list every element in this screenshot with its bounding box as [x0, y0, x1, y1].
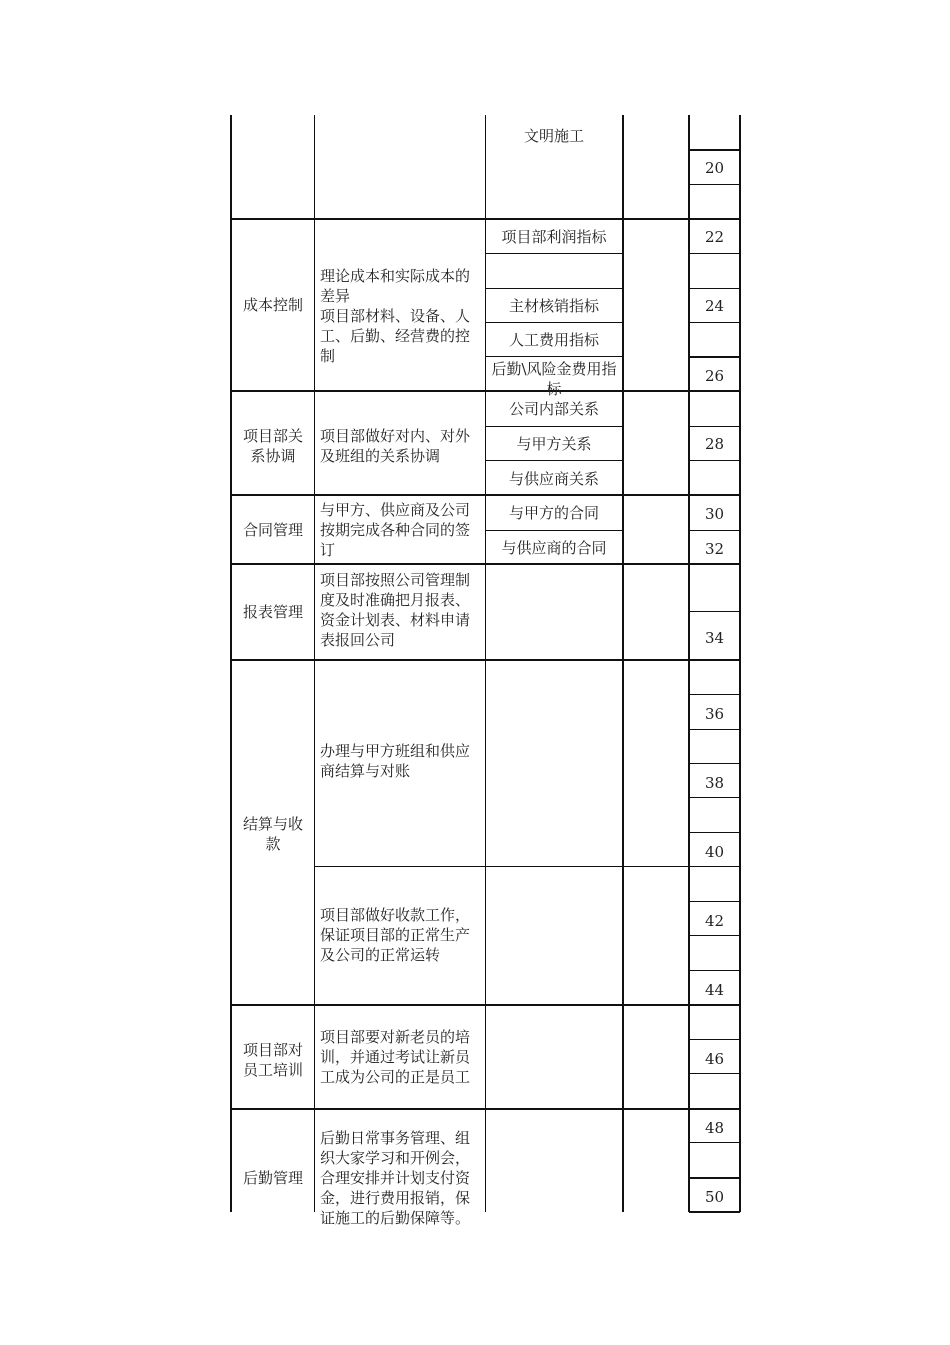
score-cell: 26	[704, 367, 725, 385]
score-cell: 22	[704, 227, 725, 246]
description-cell: 项目部做好对内、对外及班组的关系协调	[320, 427, 471, 465]
score-cell: 32	[704, 540, 725, 558]
indicator-cell: 后勤\风险金费用指标	[491, 360, 617, 398]
category-cell: 结算与收款	[242, 815, 303, 853]
score-cell: 24	[704, 296, 725, 315]
description-cell: 办理与甲方班组和供应商结算与对账	[320, 742, 471, 780]
row-border	[689, 694, 740, 695]
category-cell: 合同管理	[242, 520, 303, 539]
score-cell: 46	[704, 1050, 725, 1068]
indicator-cell: 与供应商的合同	[501, 539, 607, 557]
description-cell: 后勤日常事务管理、组织大家学习和开例会，合理安排并计划支付资金，进行费用报销，保证施工的后勤保障等。	[320, 1129, 471, 1227]
category-cell: 项目部关系协调	[242, 427, 303, 465]
border-right	[739, 115, 741, 1212]
row-border	[689, 1039, 740, 1040]
description-cell: 项目部要对新老员的培训，并通过考试让新员工成为公司的正是员工	[320, 1028, 471, 1086]
score-cell: 34	[704, 629, 725, 647]
row-border	[689, 763, 740, 764]
category-cell: 报表管理	[242, 603, 303, 621]
border-col3	[485, 115, 486, 1212]
section-border	[230, 1108, 741, 1110]
row-border	[689, 611, 740, 612]
score-cell: 40	[704, 843, 725, 861]
score-cell: 42	[704, 912, 725, 930]
border-col4	[622, 115, 624, 1212]
row-border	[689, 460, 740, 461]
indicator-cell: 文明施工	[523, 127, 584, 145]
section-border	[230, 659, 741, 661]
indicator-cell: 与供应商关系	[508, 470, 599, 488]
score-cell: 20	[704, 158, 725, 177]
indicator-cell: 项目部利润指标	[501, 227, 607, 246]
indicator-cell: 与甲方的合同	[508, 504, 599, 522]
category-cell: 项目部对员工培训	[242, 1041, 303, 1079]
description-cell: 项目部做好收款工作，保证项目部的正常生产及公司的正常运转	[320, 906, 471, 964]
description-cell: 项目部按照公司管理制度及时准确把月报表、资金计划表、材料申请表报回公司	[320, 571, 471, 649]
row-border	[689, 184, 740, 185]
row-border	[689, 901, 740, 902]
score-cell: 50	[704, 1188, 725, 1206]
row-border	[689, 832, 740, 833]
category-cell: 后勤管理	[242, 1169, 303, 1187]
indicator-cell: 主材核销指标	[508, 296, 599, 315]
row-border	[485, 356, 623, 357]
score-cell: 38	[704, 774, 725, 792]
score-cell: 28	[704, 434, 725, 453]
score-cell: 44	[704, 981, 725, 999]
row-border	[485, 253, 623, 254]
score-cell: 36	[704, 705, 725, 723]
category-cell: 成本控制	[242, 296, 303, 314]
score-cell: 48	[704, 1119, 725, 1137]
score-cell: 30	[704, 505, 725, 523]
indicator-cell: 人工费用指标	[508, 330, 599, 349]
description-cell: 与甲方、供应商及公司按期完成各种合同的签订	[320, 501, 471, 559]
indicator-cell: 公司内部关系	[508, 400, 599, 418]
row-border	[689, 970, 740, 971]
section-border	[230, 1004, 741, 1006]
row-border	[689, 322, 740, 323]
row-border	[689, 253, 740, 254]
description-cell: 理论成本和实际成本的差异 项目部材料、设备、人工、后勤、经营费的控制	[320, 267, 471, 365]
row-border	[314, 866, 741, 867]
indicator-cell: 与甲方关系	[516, 434, 592, 453]
